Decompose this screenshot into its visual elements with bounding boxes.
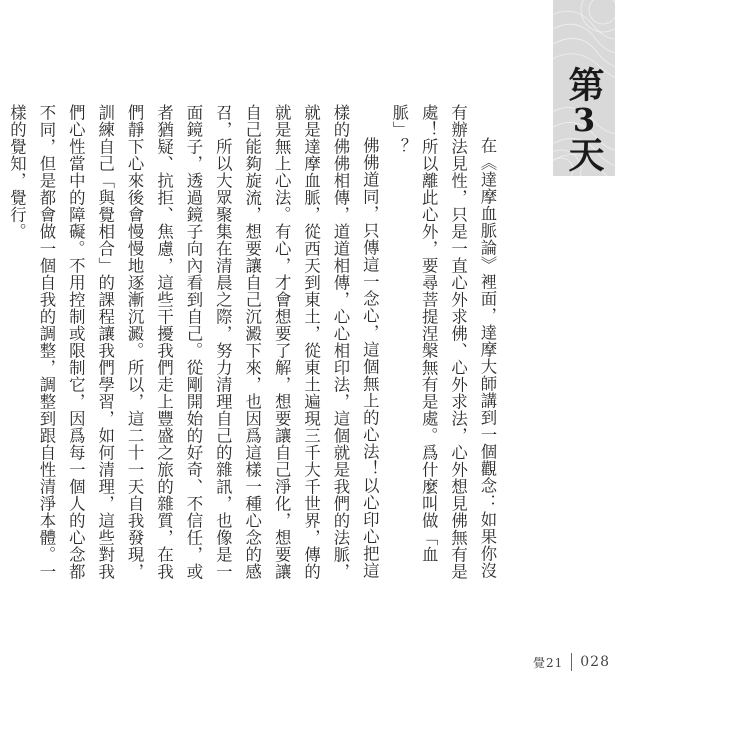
chapter-title	[553, 66, 615, 174]
footer-divider	[571, 653, 572, 671]
paragraph-2: 佛佛道同，只傳這一念心，這個無上的心法！以心印心把這樣的佛佛相傳，道道相傳，心心相印法，這個就是我們的法脈，就是達摩血脈，從西天到東土，從東土遍現三千大千世界，傳的就是無上心法。有心，才會想要了解，想要讓自己淨化，想要讓自己能夠旋流，想要讓自己沉澱下來，也因爲這樣一種心念的感召，所以大眾聚集在清晨之際，努力清理自己的雜訊，也像是一面鏡子，透過鏡子向內看到自己。從剛開始的好奇、不信任，或者猶疑、抗拒、焦慮，這些干擾我們走上豐盛之旅的雜質，在我們靜下心來後會慢慢地逐漸沉澱。所以，這二十一天自我發現，訓練自己「與覺相合」的課程讓我們學習，如何清理，這些對我們心性當中的障礙。不用控制或限制它，因爲每一個人的心念都不同，但是都會做一個自我的調整，調整到跟自性清淨本體。一樣的覺知，覺行。	[7, 104, 380, 580]
chapter-number: 3	[572, 104, 596, 136]
paragraph-1: 在《達摩血脈論》裡面，達摩大師講到一個觀念：如果你沒有辦法見性，只是一直心外求佛、心外求法，心外想見佛無有是處！所以離此心外，要尋菩提涅槃無有是處。爲什麼叫做「血脈」？	[389, 104, 497, 580]
chapter-tab	[553, 0, 615, 176]
chapter-label-post: 天	[563, 136, 605, 174]
chapter-label-pre: 第	[563, 66, 605, 104]
book-title: 覺21	[532, 655, 564, 670]
page-number: 028	[580, 654, 610, 670]
body-text	[7, 104, 502, 592]
page-footer	[500, 650, 610, 674]
